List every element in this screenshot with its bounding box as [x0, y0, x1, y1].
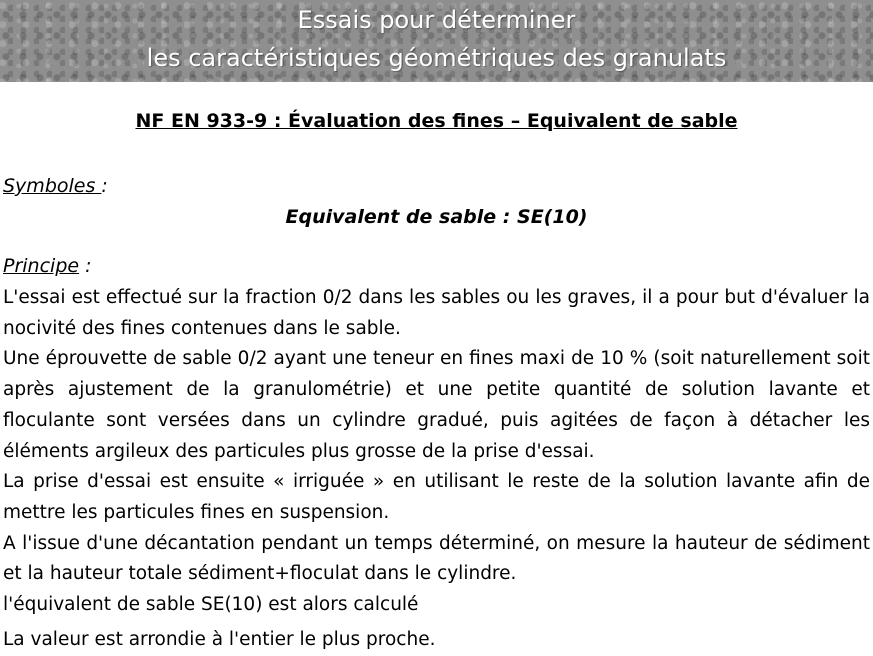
symbols-label-colon: : — [101, 175, 108, 197]
paragraph: La valeur est arrondie à l'entier le plus proche. — [3, 628, 436, 650]
principle-body — [3, 283, 870, 655]
title-banner — [0, 0, 873, 82]
symbols-label — [3, 175, 108, 197]
paragraph: l'équivalent de sable SE(10) est alors calculé — [3, 594, 419, 616]
paragraph: L'essai est effectué sur la fraction 0/2 dans les sables ou les graves, il a pour but d'évaluer la nocivité des fines contenues dans le sable. — [3, 287, 870, 339]
banner-title-line-1: Essais pour déterminer — [297, 6, 576, 34]
principle-label-colon: : — [79, 255, 92, 277]
paragraph: La prise d'essai est ensuite « irriguée » en utilisant le reste de la solution lavante afin de mettre les particules fines en suspension. — [3, 471, 870, 523]
section-subtitle: NF EN 933-9 : Évaluation des fines – Equivalent de sable — [135, 110, 738, 132]
principle-label-text: Principe — [3, 255, 80, 277]
principle-label — [3, 255, 92, 277]
banner-title-line-2: les caractéristiques géométriques des granulats — [146, 44, 727, 72]
formula-text: Equivalent de sable : SE(10) — [285, 206, 588, 228]
symbols-label-text: Symboles — [3, 175, 102, 197]
paragraph: Une éprouvette de sable 0/2 ayant une teneur en fines maxi de 10 % (soit naturellement soit après ajustement de la granulométrie) et une petite quantité de solution lavante et floculante sont versées dans un cylindre gradué, puis agitées de façon à détacher les éléments argileux des particules plus grosse de la prise d'essai. — [3, 348, 870, 462]
paragraph: A l'issue d'une décantation pendant un temps déterminé, on mesure la hauteur de sédiment et la hauteur totale sédiment+floculat dans le cylindre. — [3, 532, 870, 585]
